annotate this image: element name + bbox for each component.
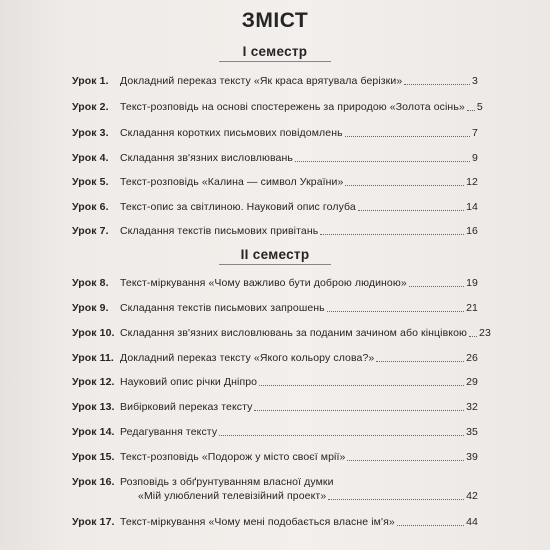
page-number: 19 (466, 277, 478, 289)
lesson-number: Урок 17. (72, 516, 115, 528)
lesson-title: Редагування тексту (120, 426, 218, 438)
semester-2-label: ІІ семестр (240, 247, 310, 262)
page-number: 5 (476, 101, 483, 113)
lesson-number: Урок 12. (72, 376, 115, 388)
lesson-title: Складання текстів письмових запрошень (120, 302, 325, 314)
leader-dots (320, 234, 464, 235)
lesson-number: Урок 11. (72, 352, 114, 364)
lesson-title: Складання коротких письмових повідомлень (120, 127, 343, 139)
lesson-number: Урок 5. (72, 176, 109, 188)
leader-dots (376, 361, 464, 362)
page-number: 12 (466, 176, 478, 188)
page-number: 44 (466, 516, 478, 528)
page-number: 7 (472, 127, 478, 139)
lesson-title: Текст-міркування «Чому мені подобається власне ім'я» (120, 516, 395, 528)
lesson-title: Текст-міркування «Чому важливо бути доброю людиною» (120, 277, 407, 289)
lesson-title: Науковий опис річки Дніпро (120, 376, 258, 388)
page-title: ЗМІСТ (241, 9, 309, 32)
leader-dots (328, 499, 464, 500)
leader-dots (259, 385, 464, 386)
lesson-title: Складання текстів письмових привітань (120, 225, 319, 237)
lesson-title: Текст-розповідь «Подорож у місто своєї мрії» (120, 451, 346, 463)
page-number: 39 (466, 451, 478, 463)
lesson-title: Складання зв'язних висловлювань за поданим зачином або кінцівкою (120, 327, 468, 339)
lesson-number: Урок 7. (72, 225, 109, 237)
leader-dots (295, 161, 470, 162)
lesson-title: Вибірковий переказ тексту (120, 401, 253, 413)
leader-dots (469, 336, 477, 337)
leader-dots (347, 460, 464, 461)
lesson-title-continued: «Мій улюблений телевізійний проект» (138, 490, 327, 502)
lesson-number: Урок 15. (72, 451, 115, 463)
lesson-title: Текст-розповідь «Калина — символ України» (120, 176, 344, 188)
page-number: 16 (466, 225, 478, 237)
lesson-title: Текст-опис за світлиною. Науковий опис голуба (120, 201, 356, 213)
lesson-title: Докладний переказ тексту «Як краса врятувала берізки» (120, 75, 403, 87)
semester-1-label: І семестр (242, 44, 308, 59)
leader-dots (254, 410, 464, 411)
page-number: 29 (466, 376, 478, 388)
leader-dots (345, 136, 470, 137)
lesson-number: Урок 2. (72, 101, 109, 113)
page-number: 42 (466, 490, 478, 502)
lesson-number: Урок 6. (72, 201, 109, 213)
leader-dots (345, 185, 464, 186)
lesson-title: Докладний переказ тексту «Якого кольору слова?» (120, 352, 375, 364)
leader-dots (409, 286, 464, 287)
lesson-number: Урок 13. (72, 401, 115, 413)
page-number: 35 (466, 426, 478, 438)
lesson-number: Урок 16. (72, 476, 115, 488)
lesson-number: Урок 10. (72, 327, 115, 339)
lesson-number: Урок 1. (72, 75, 109, 87)
lesson-title: Складання зв'язних висловлювань (120, 152, 293, 164)
lesson-number: Урок 14. (72, 426, 115, 438)
page-number: 21 (466, 302, 478, 314)
leader-dots (219, 435, 464, 436)
lesson-number: Урок 4. (72, 152, 109, 164)
leader-dots (404, 84, 470, 85)
page-number: 9 (472, 152, 478, 164)
leader-dots (327, 311, 464, 312)
leader-dots (358, 210, 464, 211)
page-number: 23 (479, 327, 491, 339)
leader-dots (397, 525, 464, 526)
page-number: 32 (466, 401, 478, 413)
lesson-title: Розповідь з обґрунтуванням власної думки (120, 476, 334, 488)
lesson-number: Урок 9. (72, 302, 109, 314)
page-number: 26 (466, 352, 478, 364)
lesson-number: Урок 3. (72, 127, 109, 139)
toc-entry-lesson-16[interactable] (72, 476, 478, 504)
leader-dots (467, 110, 475, 111)
lesson-title: Текст-розповідь на основі спостережень за природою «Золота осінь» (120, 101, 465, 113)
lesson-number: Урок 8. (72, 277, 109, 289)
page-number: 3 (472, 75, 478, 87)
page-number: 14 (466, 201, 478, 213)
